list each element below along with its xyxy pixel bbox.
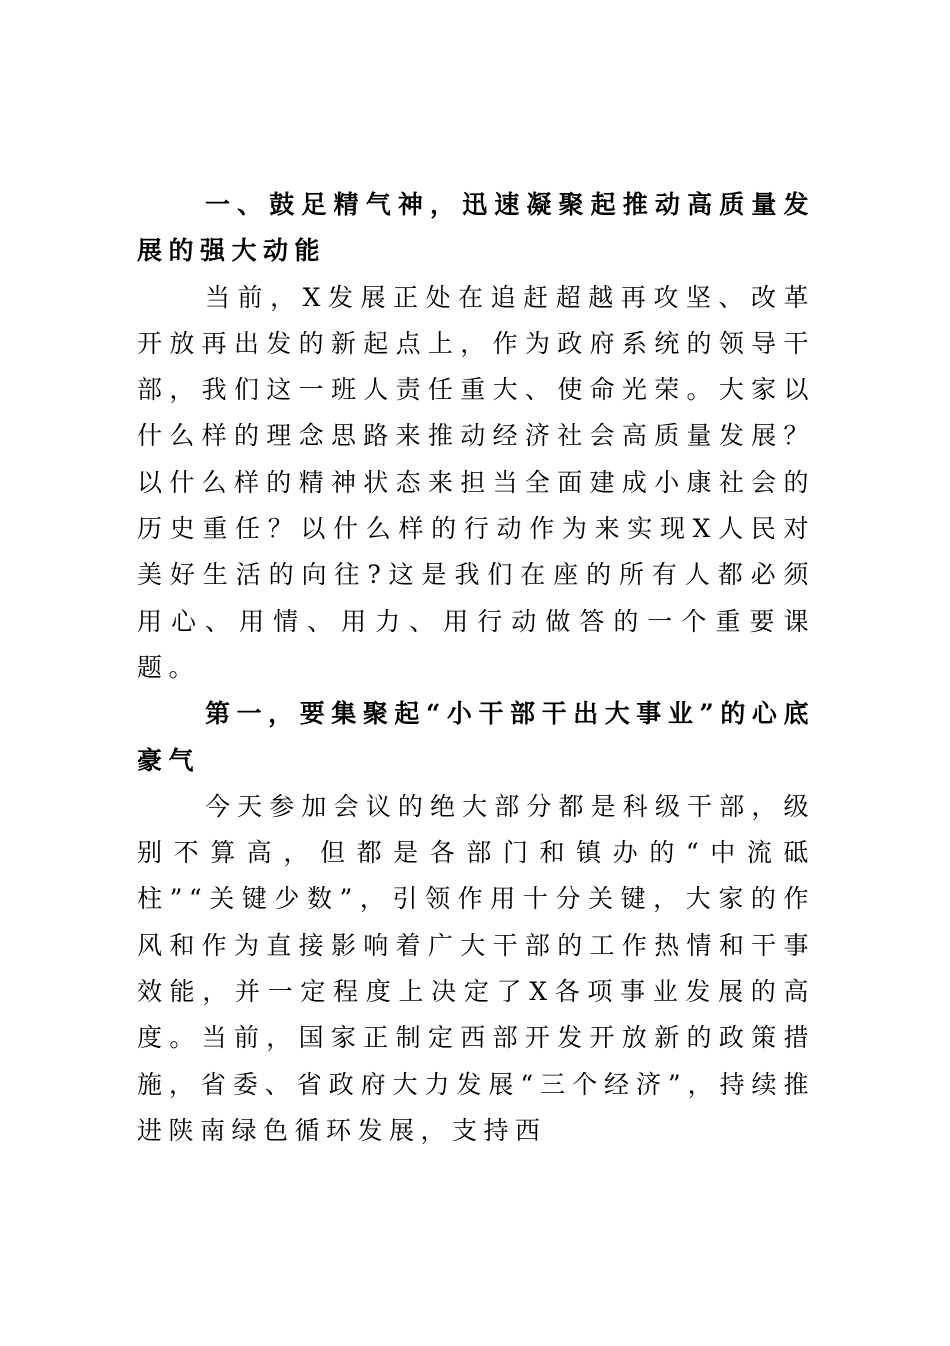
subsection-heading: 第一，要集聚起“小干部干出大事业”的心底豪气: [137, 699, 815, 775]
body-paragraph: 今天参加会议的绝大部分都是科级干部，级别不算高，但都是各部门和镇办的“中流砥柱”“关键少数”，引领作用十分关键，大家的作风和作为直接影响着广大干部的工作热情和干事效能，并一定程度上决定了X各项事业发展的高度。当前，国家正制定西部开发开放新的政策措施，省委、省政府大力发展“三个经济”，持续推进陕南绿色循环发展，支持西: [137, 791, 815, 1145]
body-paragraph: 当前，X发展正处在追赶超越再攻坚、改革开放再出发的新起点上，作为政府系统的领导干部，我们这一班人责任重大、使命光荣。大家以什么样的理念思路来推动经济社会高质量发展？以什么样的精神状态来担当全面建成小康社会的历史重任？以什么样的行动作为来实现X人民对美好生活的向往?这是我们在座的所有人都必须用心、用情、用力、用行动做答的一个重要课题。: [137, 282, 815, 682]
section-heading: 一、鼓足精气神，迅速凝聚起推动高质量发展的强大动能: [137, 190, 815, 266]
document-page: [137, 182, 815, 1154]
